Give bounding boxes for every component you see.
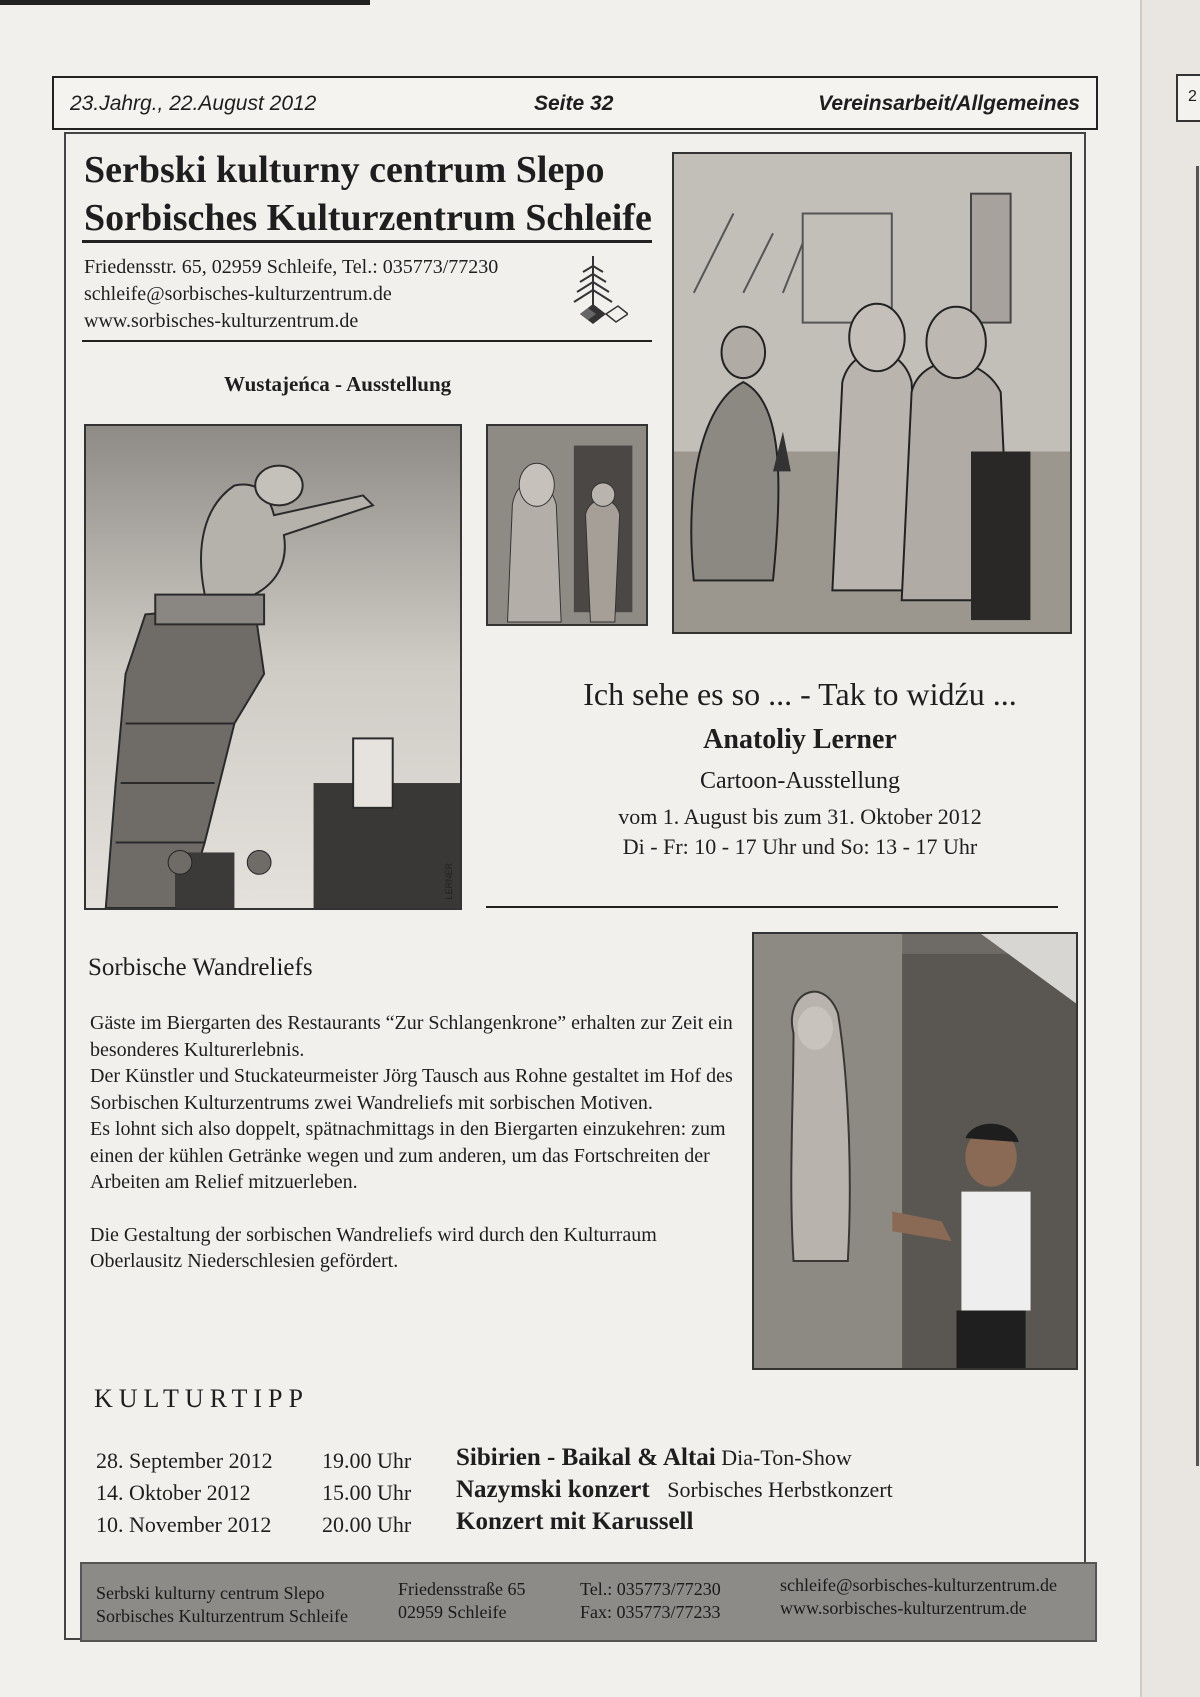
event-title: Konzert mit Karussell: [456, 1508, 694, 1535]
event-row: [456, 1444, 852, 1472]
adjacent-page-header-tab: [1176, 74, 1200, 122]
event-row: [456, 1508, 693, 1536]
cartoon-sketch-image: [486, 424, 648, 626]
issue-info: 23.Jahrg., 22.August 2012: [70, 92, 317, 115]
org-name-sorbian: Serbski kulturny centrum Slepo: [84, 149, 605, 191]
footer-online: [780, 1574, 1057, 1620]
footer-tel: Tel.: 035773/77230: [580, 1579, 721, 1599]
event-row: [456, 1476, 893, 1504]
event-title: Sibirien - Baikal & Altai: [456, 1444, 716, 1471]
exhibition-type: Cartoon-Ausstellung: [700, 768, 900, 794]
event-time: 15.00 Uhr: [322, 1480, 412, 1505]
contact-rule: [82, 340, 652, 342]
footer-name-german: Sorbisches Kulturzentrum Schleife: [96, 1606, 348, 1626]
scan-top-edge: [0, 0, 370, 5]
article-paragraph: Der Künstler und Stuckateurmeister Jörg Tausch aus Rohne gestaltet im Hof des Sorbischen Kulturzentrums zwei Wandreliefs mit sorbischen Motiven.: [90, 1065, 733, 1114]
event-subtitle: Dia-Ton-Show: [721, 1445, 852, 1470]
exhibition-label: Wustajeńca - Ausstellung: [224, 372, 452, 396]
footer-phone: [580, 1578, 721, 1624]
footer-web[interactable]: www.sorbisches-kulturzentrum.de: [780, 1598, 1027, 1618]
footer-city: 02959 Schleife: [398, 1602, 507, 1622]
event-time: 20.00 Uhr: [322, 1512, 412, 1537]
adjacent-page-rule: [1196, 166, 1199, 1466]
exhibition-title: Ich sehe es so ... - Tak to widźu ...: [583, 676, 1017, 712]
exhibition-dates: vom 1. August bis zum 31. Oktober 2012: [618, 804, 982, 829]
tree-logo-icon: [558, 252, 628, 332]
org-web[interactable]: www.sorbisches-kulturzentrum.de: [84, 310, 359, 332]
exhibition-hours: Di - Fr: 10 - 17 Uhr und So: 13 - 17 Uhr: [622, 834, 978, 859]
article-paragraph: Es lohnt sich also doppelt, spätnachmittags in den Biergarten einzukehren: zum einen der kühlen Getränke wegen und zum anderen, um das Fortschreiten der Arbeiten am Relief mitzuerleben.: [90, 1118, 726, 1193]
event-date: 10. November 2012: [96, 1512, 272, 1537]
footer-org: [96, 1582, 348, 1628]
cartoon-guards-image: [672, 152, 1072, 634]
exhibition-artist: Anatoliy Lerner: [703, 724, 897, 755]
org-address: Friedensstr. 65, 02959 Schleife, Tel.: 035773/77230: [84, 256, 499, 278]
event-date: 14. Oktober 2012: [96, 1480, 251, 1505]
cartoon-signature: LERNER: [444, 863, 454, 900]
adjacent-page-edge: [1140, 0, 1200, 1697]
article-paragraph: Die Gestaltung der sorbischen Wandreliefs wird durch den Kulturraum Oberlausitz Niederschlesien gefördert.: [90, 1223, 657, 1272]
adjacent-page-number: 2: [1188, 88, 1197, 105]
cartoon-statue-image: [84, 424, 462, 910]
org-name-german: Sorbisches Kulturzentrum Schleife: [84, 197, 652, 239]
event-title: Nazymski konzert: [456, 1476, 650, 1503]
event-date: 28. September 2012: [96, 1448, 273, 1473]
org-email[interactable]: schleife@sorbisches-kulturzentrum.de: [84, 283, 392, 305]
section-name: Vereinsarbeit/Allgemeines: [818, 92, 1080, 115]
article-paragraph: Gäste im Biergarten des Restaurants “Zur Schlangenkrone” erhalten zur Zeit ein besonderes Kulturerlebnis.: [90, 1012, 733, 1061]
footer-name-sorbian: Serbski kulturny centrum Slepo: [96, 1583, 325, 1603]
title-rule: [82, 240, 652, 243]
page-number: Seite 32: [534, 92, 614, 115]
footer-contact-bar: [80, 1562, 1097, 1642]
footer-fax: Fax: 035773/77233: [580, 1602, 721, 1622]
event-time: 19.00 Uhr: [322, 1448, 412, 1473]
event-subtitle: Sorbisches Herbstkonzert: [667, 1477, 893, 1502]
page-header: [52, 76, 1098, 130]
footer-street: Friedensstraße 65: [398, 1579, 526, 1599]
article-body: [90, 1010, 750, 1275]
exhibition-rule: [486, 906, 1058, 908]
org-contact: [84, 254, 498, 335]
relief-photo: [752, 932, 1078, 1370]
kulturtipp-heading: KULTURTIPP: [94, 1384, 309, 1413]
footer-email[interactable]: schleife@sorbisches-kulturzentrum.de: [780, 1575, 1057, 1595]
org-title: [84, 146, 654, 242]
article-title: Sorbische Wandreliefs: [88, 954, 313, 981]
footer-address: [398, 1578, 525, 1624]
